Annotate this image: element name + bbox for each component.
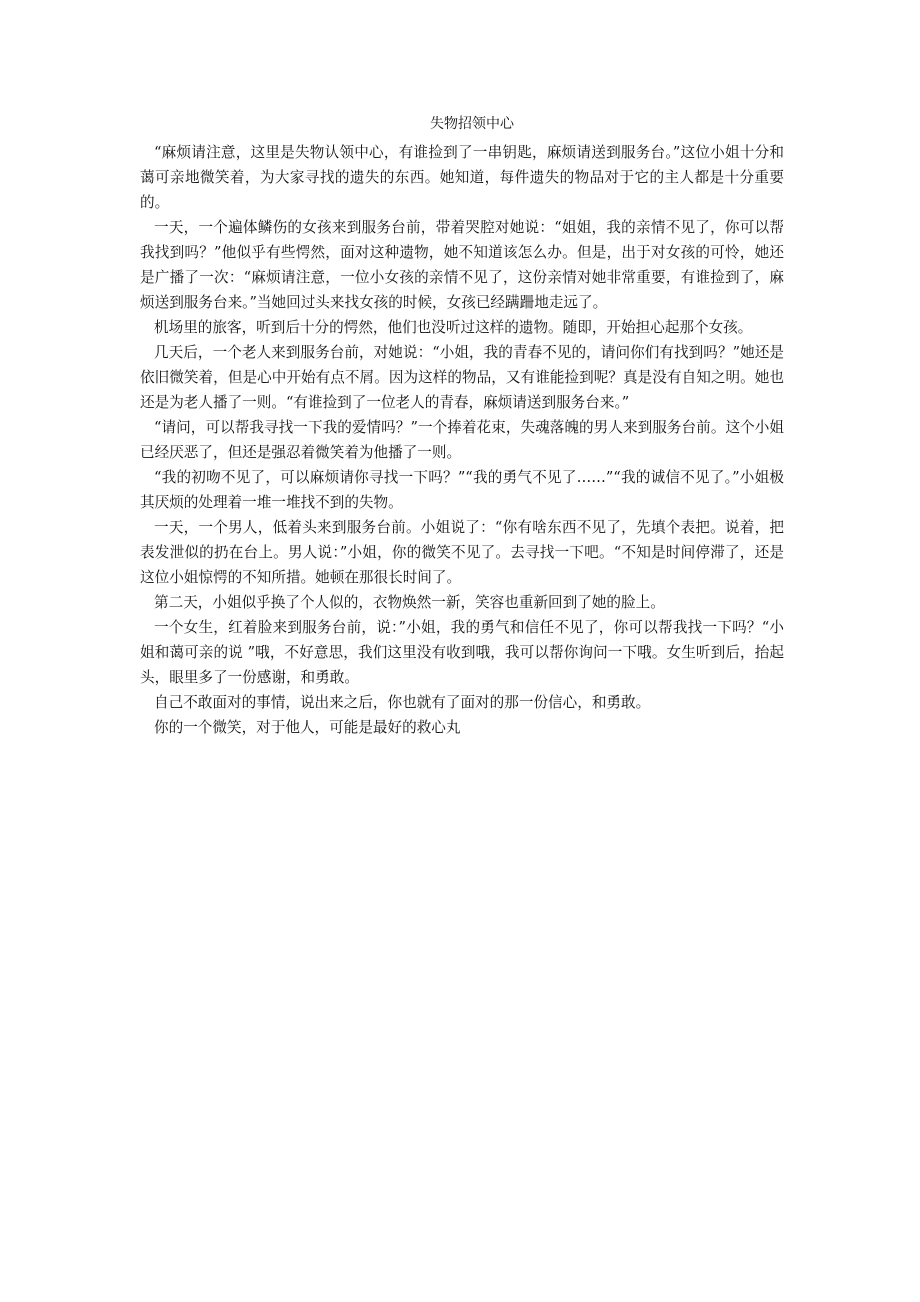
paragraph: 一天，一个遍体鳞伤的女孩来到服务台前，带着哭腔对她说：“姐姐，我的亲情不见了，你可以帮我找到吗？”他似乎有些愕然，面对这种遗物，她不知道该怎么办。但是，出于对女孩的可怜，她还是广播了一次：“麻烦请注意，一位小女孩的亲情不见了，这份亲情对她非常重要，有谁捡到了，麻烦送到服务台来。”当她回过头来找女孩的时候，女孩已经蹒跚地走远了。 <box>140 219 784 311</box>
paragraph: 自己不敢面对的事情，说出来之后，你也就有了面对的那一份信心，和勇敢。 <box>154 694 651 711</box>
document-title: 失物招领中心 <box>430 116 514 132</box>
paragraph: 一天，一个男人，低着头来到服务台前。小姐说了：“你有啥东西不见了，先填个表把。说着，把表发泄似的扔在台上。男人说：”小姐，你的微笑不见了。去寻找一下吧。“不知是时间停滞了，还是这位小姐惊愕的不知所措。她顿在那很长时间了。 <box>140 519 784 586</box>
paragraph: “我的初吻不见了，可以麻烦请你寻找一下吗？”“我的勇气不见了……”“我的诚信不见了。”小姐极其厌烦的处理着一堆一堆找不到的失物。 <box>140 469 784 511</box>
document-page <box>140 112 784 740</box>
paragraph: 几天后，一个老人来到服务台前，对她说：“小姐，我的青春不见的，请问你们有找到吗？”她还是依旧微笑着，但是心中开始有点不屑。因为这样的物品，又有谁能捡到呢？真是没有自知之明。她也还是为老人播了一则。“有谁捡到了一位老人的青春，麻烦请送到服务台来。” <box>140 344 784 411</box>
paragraph: “麻烦请注意，这里是失物认领中心，有谁捡到了一串钥匙，麻烦请送到服务台。”这位小姐十分和蔼可亲地微笑着，为大家寻找的遗失的东西。她知道，每件遗失的物品对于它的主人都是十分重要的。 <box>140 144 784 211</box>
paragraph: 一个女生，红着脸来到服务台前，说：”小姐，我的勇气和信任不见了，你可以帮我找一下吗？“小姐和蔼可亲的说 ”哦，不好意思，我们这里没有收到哦，我可以帮你询问一下哦。女生听到后，抬起头，眼里多了一份感谢，和勇敢。 <box>140 619 784 686</box>
paragraph: 机场里的旅客，听到后十分的愕然，他们也没听过这样的遗物。随即，开始担心起那个女孩。 <box>154 319 753 336</box>
paragraph: “请问，可以帮我寻找一下我的爱情吗？”一个捧着花束，失魂落魄的男人来到服务台前。这个小姐已经厌恶了，但还是强忍着微笑着为他播了一则。 <box>140 419 784 461</box>
paragraph: 你的一个微笑，对于他人，可能是最好的救心丸 <box>154 719 461 736</box>
paragraph: 第二天，小姐似乎换了个人似的，衣物焕然一新，笑容也重新回到了她的脸上。 <box>154 594 665 611</box>
